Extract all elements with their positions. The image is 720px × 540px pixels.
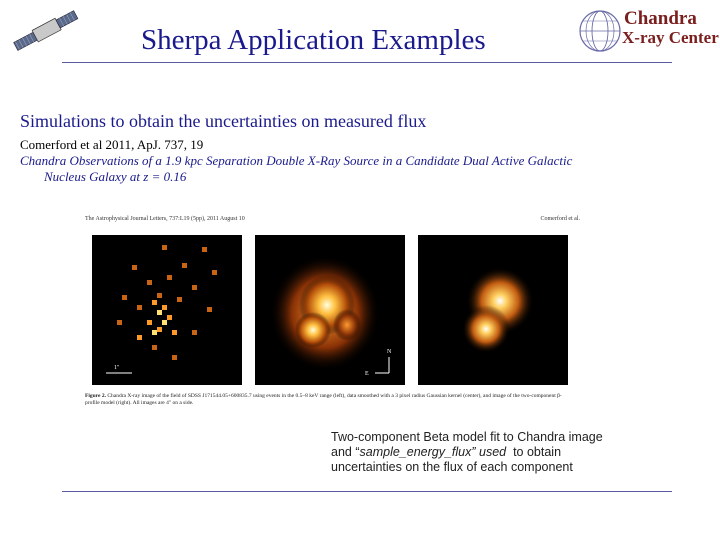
paper-title xyxy=(20,153,660,185)
note-line-b xyxy=(331,445,651,460)
compass-north-label: N xyxy=(387,349,392,355)
chandra-satellite-icon xyxy=(6,8,86,54)
page-title: Sherpa Application Examples xyxy=(141,24,486,56)
logo-text-line1: Chandra xyxy=(624,8,697,29)
compass-east-label: E xyxy=(365,371,369,377)
chandra-logo xyxy=(578,6,718,58)
scale-bar-label: 1" xyxy=(114,365,120,371)
note-line-c: uncertainties on the flux of each component xyxy=(331,460,573,474)
note-line-a: Two-component Beta model fit to Chandra image xyxy=(331,430,603,444)
smoothed-plot xyxy=(255,235,405,385)
paper-title-line2: Nucleus Galaxy at z = 0.16 xyxy=(44,169,187,184)
caption-label: Figure 2. xyxy=(85,393,106,399)
figure-caption xyxy=(85,393,563,407)
note-line-b-pre: and “ xyxy=(331,445,360,459)
journal-figure xyxy=(85,216,580,416)
header-rule xyxy=(62,62,672,63)
raw-counts-plot xyxy=(92,235,242,385)
note-line-b-post: to obtain xyxy=(506,445,562,459)
logo-text-line2: X-ray Center xyxy=(622,28,719,47)
model-image xyxy=(418,235,568,385)
author-header: Comerford et al. xyxy=(540,216,580,222)
annotation-note xyxy=(331,430,651,475)
model-plot xyxy=(418,235,568,385)
reference-citation: Comerford et al 2011, ApJ. 737, 19 xyxy=(20,137,204,152)
footer-rule xyxy=(62,491,672,492)
caption-text: Chandra X-ray image of the field of SDSS J171544.05+600835.7 using events in the 0.5–8 keV range (left), data smoothed with a 3 pixel radius Gaussian kernel (center), and image of the two-component β-profile model (right). All images are 4" on a side. xyxy=(85,393,562,406)
smoothed-image xyxy=(255,235,405,385)
slide-subtitle: Simulations to obtain the uncertainties on measured flux xyxy=(20,111,427,131)
paper-title-line1: Chandra Observations of a 1.9 kpc Separation Double X-Ray Source in a Candidate Dual Active Galactic xyxy=(20,153,573,168)
raw-counts-image xyxy=(92,235,242,385)
note-line-b-italic: sample_energy_flux” used xyxy=(359,445,507,459)
chandra-logo-icon xyxy=(578,6,622,56)
journal-header: The Astrophysical Journal Letters, 737:L19 (5pp), 2011 August 10 xyxy=(85,216,245,222)
